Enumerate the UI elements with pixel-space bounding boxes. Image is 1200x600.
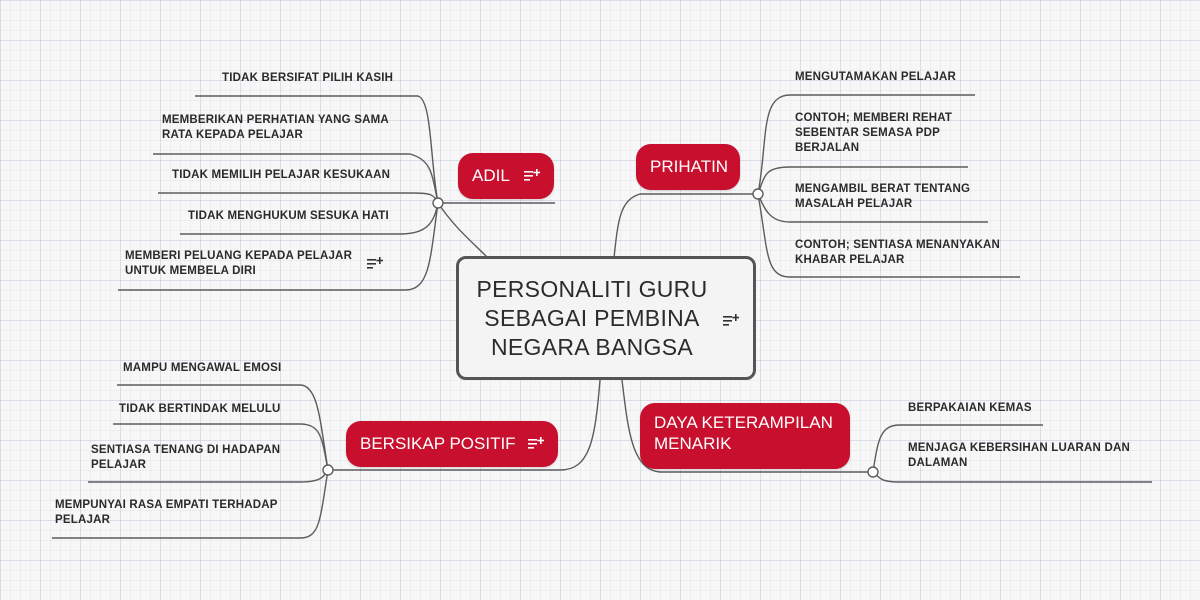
leaf-prihatin-4[interactable]: CONTOH; SENTIASA MENANYAKAN KHABAR PELAJAR xyxy=(795,239,1000,266)
connector-daya-2 xyxy=(873,472,1152,482)
topic-bersikap-positif[interactable] xyxy=(346,421,558,467)
leaf-bersikap-3[interactable]: SENTIASA TENANG DI HADAPAN PELAJAR xyxy=(91,444,281,471)
central-topic-title: PERSONALITI GURU SEBAGAI PEMBINA NEGARA BANGSA xyxy=(476,276,708,360)
note-add-icon[interactable] xyxy=(528,437,544,451)
leaf-prihatin-1[interactable]: MENGUTAMAKAN PELAJAR xyxy=(795,71,956,83)
topic-adil-label: ADIL xyxy=(472,166,510,185)
topic-prihatin[interactable] xyxy=(636,144,740,190)
central-topic-node[interactable] xyxy=(456,256,756,380)
connector-adil-3 xyxy=(158,193,438,203)
topic-daya-keterampilan-label: DAYA KETERAMPILAN MENARIK xyxy=(654,413,833,453)
leaf-bersikap-2[interactable]: TIDAK BERTINDAK MELULU xyxy=(119,403,281,415)
topic-bersikap-positif-label: BERSIKAP POSITIF xyxy=(360,434,516,453)
hub-dot-adil xyxy=(433,198,443,208)
leaf-daya-1[interactable]: BERPAKAIAN KEMAS xyxy=(908,402,1032,414)
leaf-adil-3[interactable]: TIDAK MEMILIH PELAJAR KESUKAAN xyxy=(172,169,391,181)
note-add-icon[interactable] xyxy=(723,314,739,328)
leaf-adil-5-text: MEMBERI PELUANG KEPADA PELAJAR UNTUK MEMBELA DIRI xyxy=(125,250,353,277)
leaf-prihatin-3[interactable]: MENGAMBIL BERAT TENTANG MASALAH PELAJAR xyxy=(795,183,971,210)
leaf-adil-2[interactable]: MEMBERIKAN PERHATIAN YANG SAMA RATA KEPADA PELAJAR xyxy=(162,114,389,141)
hub-dot-prihatin xyxy=(753,189,763,199)
note-add-icon[interactable] xyxy=(367,257,383,271)
leaf-prihatin-2[interactable]: CONTOH; MEMBERI REHAT SEBENTAR SEMASA PDP BERJALAN xyxy=(795,112,953,154)
leaf-adil-4[interactable]: TIDAK MENGHUKUM SESUKA HATI xyxy=(188,210,389,222)
leaf-daya-2[interactable]: MENJAGA KEBERSIHAN LUARAN DAN DALAMAN xyxy=(908,442,1130,469)
topic-prihatin-label: PRIHATIN xyxy=(650,157,729,176)
topic-daya-keterampilan[interactable] xyxy=(640,403,850,469)
leaf-bersikap-1[interactable]: MAMPU MENGAWAL EMOSI xyxy=(123,362,282,374)
connector-central-prihatin xyxy=(614,194,758,258)
hub-dot-bersikap xyxy=(323,465,333,475)
leaf-bersikap-4[interactable]: MEMPUNYAI RASA EMPATI TERHADAP PELAJAR xyxy=(55,499,278,526)
topic-adil[interactable] xyxy=(458,153,554,199)
note-add-icon[interactable] xyxy=(524,169,540,183)
connector-central-adil xyxy=(438,203,488,258)
hub-dot-daya xyxy=(868,467,878,477)
leaf-adil-5[interactable] xyxy=(125,249,383,279)
leaf-adil-1[interactable]: TIDAK BERSIFAT PILIH KASIH xyxy=(222,72,394,84)
